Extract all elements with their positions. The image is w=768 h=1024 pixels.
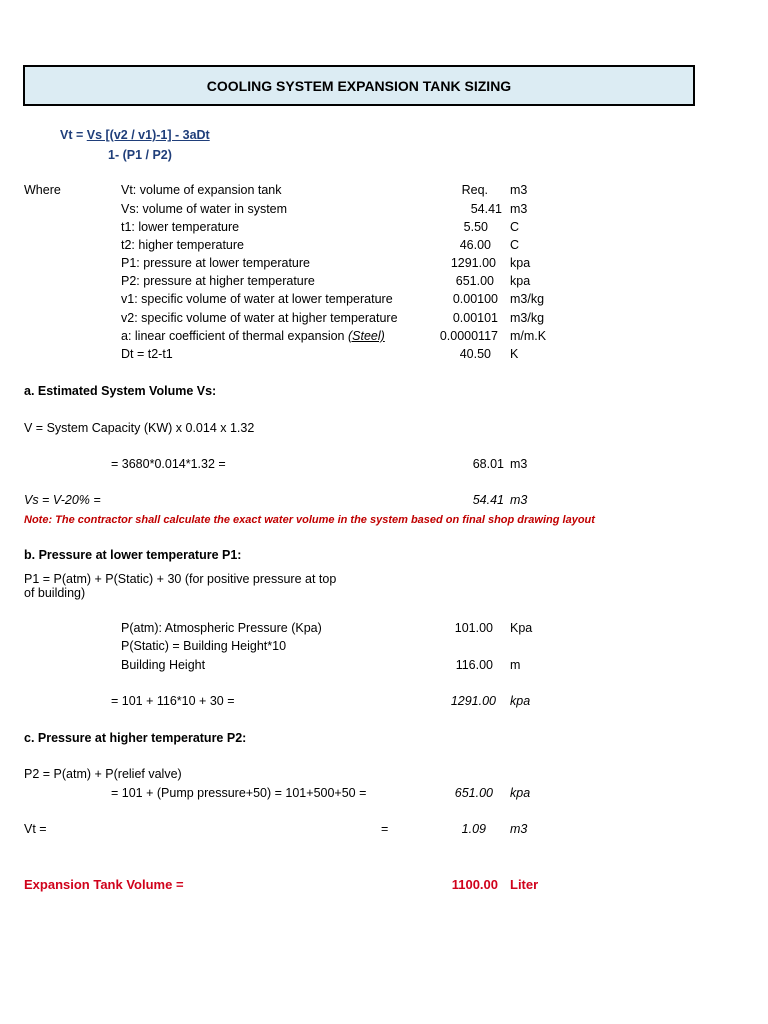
section-a-calc: = 3680*0.014*1.32 =	[111, 457, 226, 471]
section-b-calc-unit: kpa	[510, 694, 531, 708]
section-c-heading: c. Pressure at higher temperature P2:	[24, 731, 247, 745]
section-a-vs-value: 54.41	[472, 493, 504, 507]
var-value: Req.	[461, 183, 488, 197]
var-unit: C	[510, 220, 520, 234]
var-desc: P2: pressure at higher temperature	[121, 274, 315, 288]
var-desc: Vt: volume of expansion tank	[121, 183, 282, 197]
var-desc-row	[121, 329, 385, 344]
pstatic-label: P(Static) = Building Height*10	[121, 639, 287, 653]
section-b-formula-line2: of building)	[24, 586, 86, 600]
building-height-unit: m	[510, 658, 521, 672]
var-desc: t1: lower temperature	[121, 220, 240, 234]
formula-prefix: Vt =	[60, 128, 87, 142]
var-value: 54.41	[470, 202, 502, 216]
var-value: 1291.00	[450, 256, 496, 270]
var-unit: m3/kg	[510, 311, 545, 325]
section-c-calc-value: 651.00	[454, 786, 493, 800]
var-desc: Vs: volume of water in system	[121, 202, 288, 216]
section-b-heading: b. Pressure at lower temperature P1:	[24, 548, 242, 562]
section-c-calc: = 101 + (Pump pressure+50) = 101+500+50 =	[111, 786, 367, 800]
var-desc-note: (Steel)	[347, 329, 385, 343]
section-a-heading: a. Estimated System Volume Vs:	[24, 384, 217, 398]
patm-unit: Kpa	[510, 621, 533, 635]
patm-value: 101.00	[454, 621, 493, 635]
var-desc: P1: pressure at lower temperature	[121, 256, 310, 270]
var-unit: m3/kg	[510, 292, 545, 306]
section-a-vs-label: Vs = V-20% =	[24, 493, 101, 507]
section-c-calc-unit: kpa	[510, 786, 531, 800]
var-unit: m3	[510, 183, 528, 197]
formula-numerator-line	[60, 128, 210, 143]
var-desc: t2: higher temperature	[121, 238, 244, 252]
formula-denominator: 1- (P1 / P2)	[108, 148, 172, 162]
var-value: 651.00	[455, 274, 494, 288]
var-value: 0.0000117	[439, 329, 498, 343]
patm-label: P(atm): Atmospheric Pressure (Kpa)	[121, 621, 322, 635]
var-value: 0.00100	[452, 292, 498, 306]
var-desc: v1: specific volume of water at lower temperature	[121, 292, 393, 306]
var-unit: kpa	[510, 256, 531, 270]
var-value: 40.50	[459, 347, 491, 361]
vt-value: 1.09	[461, 822, 486, 836]
section-b-calc-value: 1291.00	[450, 694, 496, 708]
var-value: 46.00	[459, 238, 491, 252]
vt-equals: =	[381, 822, 389, 836]
final-unit: Liter	[510, 877, 539, 892]
section-a-formula: V = System Capacity (KW) x 0.014 x 1.32	[24, 421, 255, 435]
var-unit: K	[510, 347, 519, 361]
section-a-note: Note: The contractor shall calculate the exact water volume in the system based on final shop drawing layout	[24, 514, 595, 526]
section-b-calc: = 101 + 116*10 + 30 =	[111, 694, 235, 708]
var-desc: a: linear coefficient of thermal expansion	[121, 329, 348, 343]
var-value: 5.50	[463, 220, 488, 234]
var-unit: kpa	[510, 274, 531, 288]
var-value: 0.00101	[452, 311, 498, 325]
section-a-calc-value: 68.01	[472, 457, 504, 471]
var-unit: C	[510, 238, 520, 252]
vt-unit: m3	[510, 822, 528, 836]
formula-numerator: Vs [(v2 / v1)-1] - 3aDt	[86, 128, 210, 142]
section-a-calc-unit: m3	[510, 457, 528, 471]
building-height-value: 116.00	[455, 658, 493, 672]
where-label: Where	[24, 183, 61, 197]
section-c-formula: P2 = P(atm) + P(relief valve)	[24, 767, 182, 781]
final-value: 1100.00	[451, 877, 498, 892]
final-label: Expansion Tank Volume =	[24, 877, 184, 892]
section-b-formula-line1: P1 = P(atm) + P(Static) + 30 (for positive pressure at top	[24, 572, 337, 586]
page-title: COOLING SYSTEM EXPANSION TANK SIZING	[23, 65, 695, 106]
var-desc: v2: specific volume of water at higher temperature	[121, 311, 398, 325]
var-desc: Dt = t2-t1	[121, 347, 173, 361]
vt-label: Vt =	[24, 822, 47, 836]
section-a-vs-unit: m3	[510, 493, 528, 507]
var-unit: m3	[510, 202, 528, 216]
building-height-label: Building Height	[121, 658, 206, 672]
var-unit: m/m.K	[510, 329, 547, 343]
